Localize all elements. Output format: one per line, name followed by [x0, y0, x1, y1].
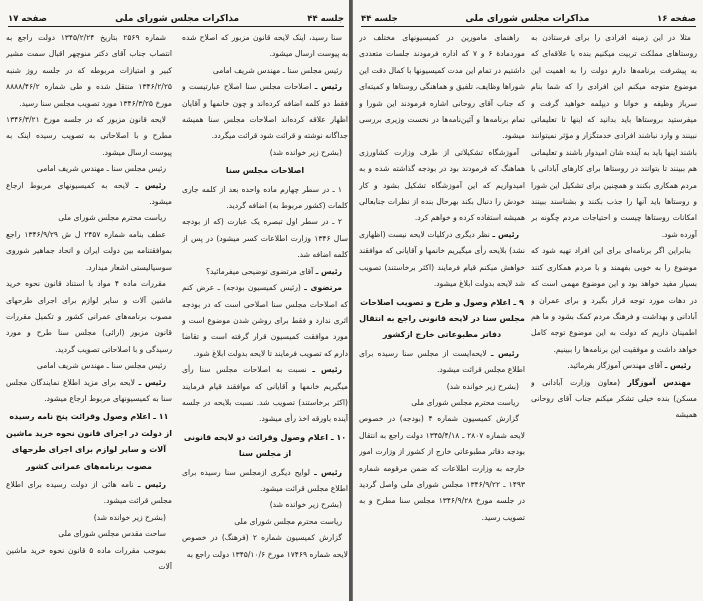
running-title: مذاکرات مجلس شورای ملی: [115, 14, 240, 24]
speaker-paragraph: [6, 375, 172, 408]
paragraph: ریاست محترم مجلس شورای ملی: [411, 397, 519, 407]
paragraph: (بشرح زیر خوانده شد): [446, 381, 519, 391]
text-column: [182, 30, 348, 598]
paragraph: شماره ۲۵۶۹ بتاریخ ۱۳۴۵/۲/۲۴ دولت راجع به انتصاب جناب آقای دکتر منوچهر اقبال سمت مشیر کبیر و امتیازات مربوطه که در جلسه روز شنبه ۱۳۴۶/۲/۲۵ منتقل شده و طی شماره ۸۸۸۸/۴۶/۲ مورخ ۱۳۴۶/۳/۲۵ مورد تصویب مجلس سنا رسید.: [6, 33, 172, 108]
paragraph: لایحه قانون مزبور که در جلسه مورخ ۱۳۴۶/۳/۲۱ مطرح و با اصلاحاتی به تصویب رسیده اینک به پیوست ارسال میشود.: [6, 115, 172, 157]
speaker-paragraph: [531, 375, 697, 424]
paragraph: مقررات ماده ۴ مواد با استناد قانون نحوه خرید ماشین آلات و سایر لوازم برای اجرای طرحهای مصوب برنامه‌های عمرانی کشور و تکمیل مقررات قانون مزبور (ارائی) مجلس سنا طرح و مورد رسیدگی و با اصلاحاتی تصویب گردید.: [6, 279, 172, 354]
speaker-name: رئیس ـ: [138, 377, 166, 387]
right-page: [352, 0, 703, 601]
speaker-name: رئیس ـ: [314, 82, 343, 92]
speaker-paragraph: [359, 227, 525, 293]
paragraph: (بشرح زیر خوانده شد): [269, 500, 342, 510]
text-column: [531, 30, 697, 598]
text-column: [359, 30, 525, 598]
speaker-paragraph: [182, 264, 348, 280]
paragraph: بنابراین اگر برنامه‌ای برای این افراد تهیه شود که موضوع را به خوبی بفهمند و با مردم همکاری کنند بسیار مفید خواهد بود و این موضوع مهمی است که در دهات مورد توجه قرار بگیرد و برای عمران و آبادانی و بهداشت و فرهنگ مردم کمک بشود و ما هم اطمینان داریم که دولت به این موضوع توجه کامل خواهد داشت و موفقیت این برنامه‌ها را ببینیم.: [531, 246, 697, 354]
speaker-name: مهندس آموزگار: [627, 377, 691, 387]
page-number: صفحه ۱۶: [657, 14, 696, 24]
paragraph: رئیس مجلس سنا ـ مهندس شریف امامی: [36, 164, 166, 174]
speech-text: نظر دیگری درکلیات لایحه نیست (اظهاری نشد) بلایحه رأی میگیریم خانمها و آقایانی که موافقند خواهش میکنم قیام فرمایند (اکثر برخاستند) تصویب شد لایحه بدولت ابلاغ میشود.: [359, 229, 525, 289]
speech-text: لایحه برای مزید اطلاع نمایندگان مجلس سنا به کمیسیونهای مربوط ارجاع میشود.: [6, 377, 172, 403]
paragraph: رئیس مجلس سنا ـ مهندس شریف امامی: [212, 65, 342, 75]
text-column: [6, 30, 172, 598]
page-header: [361, 6, 696, 27]
paragraph: رئیس مجلس سنا ـ مهندس شریف امامی: [36, 361, 166, 371]
speaker-name: رئیس ـ: [137, 479, 167, 489]
speaker-paragraph: [182, 362, 348, 428]
paragraph: ۱ ـ در سطر چهارم ماده واحده بعد از کلمه جاری کلمات (کشور مربوط به) اضافه گردید.: [182, 184, 348, 211]
speaker-name: رئیس ـ: [664, 361, 691, 371]
paragraph: (بشرح زیر خوانده شد): [269, 147, 342, 157]
section-heading: ۱۱ ـ اعلام وصول وقرائت پنج نامه رسیده از دولت در اجرای قانون نحوه خرید ماشین آلات و سایر لوازم برای اجرای طرحهای مصوب برنامه‌های عمرانی کشور: [6, 412, 172, 471]
speech-text: نسبت به اصلاحات مجلس سنا رأی میگیریم خانمها و آقایانی که موافقند قیام فرمایند (اکثر برخاستند) تصویب شد. نسبت بلایحه در جلسه آینده باورقه اخذ رأی میشود.: [182, 365, 348, 424]
speech-text: لوایح دیگری ازمجلس سنا رسیده برای اطلاع مجلس قرائت میشود.: [182, 467, 348, 493]
speech-text: نامه هائی از دولت رسیده برای اطلاع مجلس قرائت میشود.: [6, 479, 172, 506]
page-number: صفحه ۱۷: [8, 14, 47, 24]
paragraph: ۲ ـ در سطر اول تبصره یک عبارت (که از بودجه سال ۱۳۴۶ وزارت اطلاعات کسر میشود) در پس از کلمه اضافه شد.: [182, 217, 348, 260]
speaker-name: رئیس ـ: [312, 365, 342, 375]
speech-text: (رئیس کمیسیون بودجه) ـ عرض کنم که اصلاحات مجلس سنا اصلاحی است که در بودجه اثری ندارد و فقط برای روشن شدن موضوع است و مورد موافقت کمیسیون قرار گرفته است و تقاضا دارم که تصویب فرمایند تا لایحه بدولت ابلاغ شود.: [182, 283, 348, 358]
speaker-name: رئیس ـ: [315, 266, 342, 276]
page-header: [8, 6, 344, 27]
paragraph: ریاست محترم مجلس شورای ملی: [58, 213, 166, 223]
paragraph: راهنمای مامورین در کمیسیونهای مختلف در موردمادهٔ ۶ و ۷ که اداره فرمودند جلسات متعددی داشتیم در تمام این مدت کمیسیونها با کمال دقت این شوراها وظایف، تلفیق و هماهنگی روستاها و کمیته‌ای که جناب آقای روحانی اشاره فرمودند این شورا و تمام برنامه‌ها و آئین‌نامه‌ها در نخست وزیری بررسی میشود.: [359, 33, 525, 141]
speech-text: آقای مرتضوی توضیحی میفرمائید؟: [206, 266, 314, 276]
paragraph: آموزشگاه تشکیلاتی از طرف وزارت کشاورزی هماهنگ که فرمودند بود در بودجه گذاشته شده و به امیدواریم که این آموزشگاه تشکیل بشود و کار خودش را دنبال بکند بهرحال بنده از نظرات جنابعالی همیشه استفاده کرده و خواهم کرد.: [359, 147, 525, 223]
running-title: مذاکرات مجلس شورای ملی: [465, 14, 590, 24]
speaker-name: رئیس ـ: [492, 229, 520, 239]
speaker-paragraph: [6, 477, 172, 510]
section-heading: اصلاحات مجلس سنا: [225, 166, 305, 176]
paragraph: ریاست محترم مجلس شورای ملی: [234, 516, 342, 526]
session-number: جلسه ۴۴: [361, 14, 398, 24]
paragraph: بموجب مقررات ماده ۵ قانون نحوه خرید ماشین آلات: [6, 545, 172, 571]
speaker-paragraph: [182, 280, 348, 362]
paragraph: گزارش کمیسیون شماره ۴ (بودجه) در خصوص لایحه شماره ۲۸۰۷ ـ ۱۳۴۵/۴/۱۸ دولت راجع به انتقال بودجه دفاتر مطبوعاتی خارج از کشور از وزارت امور خارجه به وزارت اطلاعات که ضمن مرقومه شماره ۱۴۹۳ ـ ۱۳۴۶/۹/۲۲ مجلس شورای ملی واصل گردید در جلسه مورخ ۱۳۴۶/۹/۲۸ مجلس سنا مطرح و به تصویب رسید.: [359, 414, 525, 522]
paragraph: ساحت مقدس مجلس شورای ملی: [58, 529, 166, 539]
paragraph: (بشرح زیر خوانده شد): [93, 512, 166, 522]
speaker-name: رئیس ـ: [135, 180, 166, 190]
speech-text: لایحه به کمیسیونهای مربوط ارجاع میشود.: [6, 180, 172, 207]
section-heading: ۱۰ ـ اعلام وصول وقرائت دو لایحه قانونی از مجلس سنا: [183, 432, 347, 459]
paragraph: سنا رسید، اینک لایحه قانون مزبور که اصلاح شده به پیوست ارسال میشود.: [182, 33, 348, 59]
speech-text: آقای مهندس آموزگار بفرمائید.: [567, 361, 663, 371]
speech-text: (معاون وزارت آبادانی و مسکن) بنده خیلی تشکر میکنم جناب آقای روحانی همیشه: [531, 377, 697, 420]
speaker-paragraph: [182, 465, 348, 498]
speech-text: لایحه‌ایست از مجلس سنا رسیده برای اطلاع مجلس قرائت میشود.: [359, 348, 525, 375]
speaker-paragraph: [531, 358, 697, 374]
speaker-paragraph: [182, 79, 348, 145]
speaker-name: رئیس ـ: [314, 467, 342, 477]
paragraph: گزارش کمیسیون شماره ۲ (فرهنگ) در خصوص لایحه شماره ۱۷۴۶۹ مورخ ۱۳۴۵/۱۰/۶ دولت راجع به: [182, 533, 348, 559]
paragraph: مثلا در این زمینه افرادی را برای فرستادن به روستاهای مملکت تربیت میکنیم بنده با علاقه‌ای که به پیشرفت برنامه‌ها دارم دولت را به اهمیت این موضوع متوجه میکنم این افرادی را که شما بنام سرباز وظیفه و خوانا و دیپلمه خواهید گرفت و میفرستید بروستاها باید بدانید که اینها تا تعلیماتی نبینند و وارد نباشند افرادی خدمتگزار و مؤثر نمیتوانند باشند اینها باید به آینده شان امیدوار باشند و تعلیماتی هم ببینند تا بتوانند در روستاها برای کارهای آبادانی با مردم همکاری بکنند و همچنین برای تشکیل این شورا و روستاها باید آنها را جذب بکنند و بشناسند ببینند امکانات روستاها چیست و احتیاجات مردم چگونه بر آورده شود.: [531, 33, 697, 239]
speaker-paragraph: [6, 178, 172, 211]
speaker-name: رئیس ـ: [490, 348, 519, 358]
session-number: جلسه ۴۴: [307, 14, 344, 24]
paragraph: عطف بنامه شماره ۲۴۵۷ ل ش ۱۳۴۶/۹/۲۹ راجع بموافقتنامه بین دولت ایران و اتحاد جماهیر شوروی سوسیالیستی اشعار میدارد.: [6, 229, 172, 272]
section-heading: ۹ ـ اعلام وصول و طرح و تصویب اصلاحات مجلس سنا در لایحه قانونی راجع به انتقال دفاتر مطبوعاتی خارج ازکشور: [359, 297, 525, 340]
speech-text: اصلاحات مجلس سنا اصلاح عبارتیست و فقط دو کلمه اضافه کرده‌اند و چون خانمها و آقایان اظهار علاقه کرده‌اند اصلاحات مجلس سنا همیشه جداگانه نوشته و قرائت شود قرائت میگردد.: [182, 82, 348, 141]
speaker-name: مرتضوی ـ: [304, 283, 342, 293]
speaker-paragraph: [359, 346, 525, 379]
